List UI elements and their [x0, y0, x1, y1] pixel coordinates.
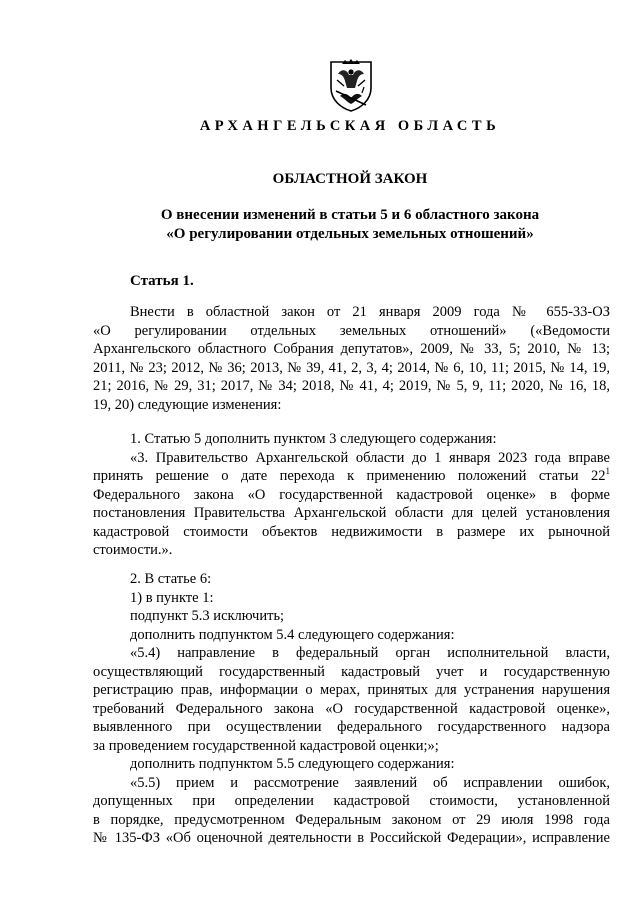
text-line: Архангельского областного Собрания депутатов», 2009, № 33, 5; 2010, № 13; [93, 341, 610, 357]
text-line: Федерального закона «О государственной кадастровой оценке» в форме [93, 486, 610, 503]
text-line: дополнить подпунктом 5.5 следующего содержания: [130, 756, 455, 772]
text-line: 1) в пункте 1: [130, 589, 214, 606]
item-heading: 1. Статью 5 дополнить пунктом 3 следующего содержания: [130, 431, 497, 447]
item-2 [93, 570, 610, 848]
text-line: за проведением государственной кадастровой оценки;»; [93, 737, 439, 754]
text-line: подпункт 5.3 исключить; [130, 608, 285, 624]
superscript: 1 [605, 466, 610, 477]
text-line: «5.5) прием и рассмотрение заявлений об исправлении ошибок, [130, 774, 610, 791]
text-line: выявленного при осуществлении федерального государственного надзора [93, 719, 610, 735]
text-line: в порядке, предусмотренном Федеральным законом от 29 июля 1998 года [93, 811, 610, 828]
region-name: АРХАНГЕЛЬСКАЯ ОБЛАСТЬ [199, 118, 501, 134]
text-line: дополнить подпунктом 5.4 следующего содержания: [130, 626, 455, 643]
text-line: требований Федерального закона «О государственной кадастровой оценке», [93, 700, 610, 717]
text-line: «3. Правительство Архангельской области до 1 января 2023 года вправе [130, 449, 610, 466]
text-line: № 135-ФЗ «Об оценочной деятельности в Российской Федерации», исправление [93, 830, 610, 846]
item-heading: 2. В статье 6: [130, 571, 212, 587]
text-line: стоимости.». [93, 542, 173, 558]
text-line: осуществляющий государственный кадастровый учет и государственную [93, 663, 610, 680]
text-line: 2011, № 23; 2012, № 36; 2013, № 39, 41, 2, 3, 4; 2014, № 6, 10, 11; 2015, № 14, 19, [93, 359, 610, 376]
text-line [93, 467, 610, 486]
article-intro [93, 303, 610, 414]
text-line: допущенных при определении кадастровой стоимости, установленной [93, 793, 610, 809]
text-line: регистрацию прав, информации о мерах, принятых для устранения нарушения [93, 682, 610, 698]
law-title-line: О внесении изменений в статьи 5 и 6 областного закона [160, 207, 540, 223]
coat-of-arms-icon [328, 58, 374, 112]
text-line: «5.4) направление в федеральный орган исполнительной власти, [130, 645, 610, 661]
text-line: Внести в областной закон от 21 января 2009 года № 655-33-ОЗ [130, 304, 610, 320]
law-title [0, 206, 640, 244]
text-line: кадастровой стоимости объектов недвижимости в размере их рыночной [93, 523, 610, 540]
text-line: «О регулировании отдельных земельных отношений» («Ведомости [93, 322, 610, 339]
text-span: принять решение о дате перехода к применению положений статьи 22 [93, 468, 606, 484]
text-line: 19, 20) следующие изменения: [93, 396, 282, 413]
item-1 [93, 430, 610, 560]
law-type: ОБЛАСТНОЙ ЗАКОН [272, 171, 428, 187]
law-title-line: «О регулировании отдельных земельных отношений» [166, 226, 534, 242]
text-line: 21; 2016, № 29, 31; 2017, № 34; 2018, № 41, 4; 2019, № 5, 9, 11; 2020, № 16, 18, [93, 378, 610, 394]
article-heading: Статья 1. [130, 273, 194, 289]
text-line: постановления Правительства Архангельской области для целей установления [93, 505, 610, 521]
